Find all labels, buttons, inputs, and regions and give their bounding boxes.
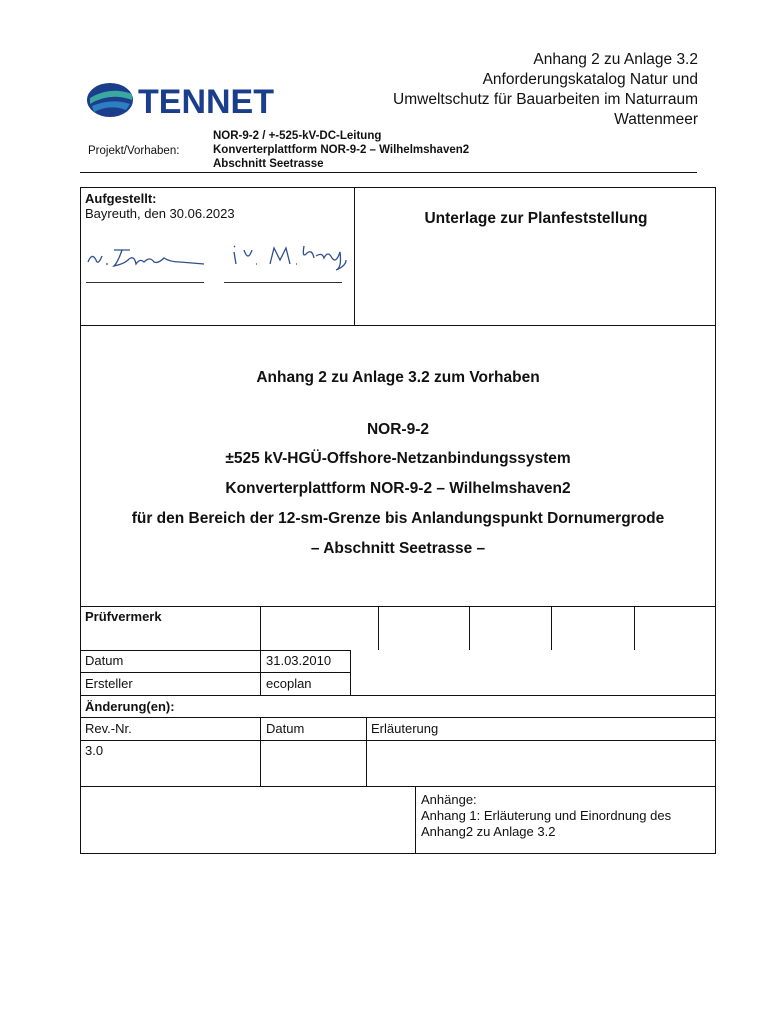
divider <box>469 606 470 650</box>
rev-header: Rev.-Nr. <box>85 721 132 736</box>
divider <box>80 786 716 787</box>
unterlage-heading: Unterlage zur Planfeststellung <box>424 210 648 227</box>
place-date: Bayreuth, den 30.06.2023 <box>85 206 235 221</box>
divider <box>366 717 367 786</box>
divider <box>80 695 716 696</box>
divider <box>80 740 716 741</box>
main-title-line: für den Bereich der 12-sm-Grenze bis Anlandungspunkt Dornumergrode <box>131 510 665 527</box>
signature-line <box>86 282 204 283</box>
title-line: Umweltschutz für Bauarbeiten im Naturraum <box>393 91 698 108</box>
erlaeuterung-header: Erläuterung <box>371 721 439 736</box>
anhaenge-block <box>421 792 671 840</box>
datum-value: 31.03.2010 <box>266 653 332 668</box>
divider <box>634 606 635 650</box>
divider <box>260 717 261 786</box>
title-line: Anforderungskatalog Natur und <box>482 71 698 88</box>
logo-text: TENNET <box>138 83 274 120</box>
tennet-logo <box>86 80 286 120</box>
main-title-line: – Abschnitt Seetrasse – <box>310 540 486 557</box>
divider <box>551 606 552 650</box>
main-title-line: ±525 kV-HGÜ-Offshore-Netzanbindungssystem <box>225 450 571 467</box>
project-line: Abschnitt Seetrasse <box>213 158 324 170</box>
anhaenge-line: Anhänge: <box>421 792 477 807</box>
ersteller-label: Ersteller <box>85 676 133 691</box>
main-title-line: Anhang 2 zu Anlage 3.2 zum Vorhaben <box>256 369 540 386</box>
document-title <box>318 50 698 130</box>
datum-label: Datum <box>85 653 124 668</box>
main-title-line: NOR-9-2 <box>366 421 429 438</box>
divider <box>80 325 716 326</box>
divider <box>260 606 261 696</box>
signatures <box>84 238 349 278</box>
divider <box>354 187 355 326</box>
divider <box>80 650 350 651</box>
main-title-line: Konverterplattform NOR-9-2 – Wilhelmshaven2 <box>225 480 571 497</box>
pruefvermerk-label: Prüfvermerk <box>85 609 162 624</box>
datum-header: Datum <box>266 721 305 736</box>
aenderungen-label: Änderung(en): <box>85 699 175 714</box>
divider <box>350 650 351 696</box>
title-line: Wattenmeer <box>614 111 698 128</box>
aufgestellt-label: Aufgestellt: <box>85 191 157 206</box>
divider <box>378 606 379 650</box>
header-rule <box>80 172 697 173</box>
anhaenge-line: Anhang2 zu Anlage 3.2 <box>421 824 556 839</box>
divider <box>80 606 716 607</box>
divider <box>80 672 350 673</box>
anhaenge-line: Anhang 1: Erläuterung und Einordnung des <box>421 808 672 823</box>
title-line: Anhang 2 zu Anlage 3.2 <box>533 51 698 68</box>
divider <box>415 786 416 854</box>
rev-value: 3.0 <box>85 743 104 758</box>
project-label: Projekt/Vorhaben: <box>88 145 180 157</box>
project-description <box>213 129 469 171</box>
signature-line <box>224 282 342 283</box>
project-line: NOR-9-2 / +-525-kV-DC-Leitung <box>213 130 382 142</box>
divider <box>80 717 716 718</box>
ersteller-value: ecoplan <box>266 676 312 691</box>
project-line: Konverterplattform NOR-9-2 – Wilhelmshaven2 <box>213 144 470 156</box>
